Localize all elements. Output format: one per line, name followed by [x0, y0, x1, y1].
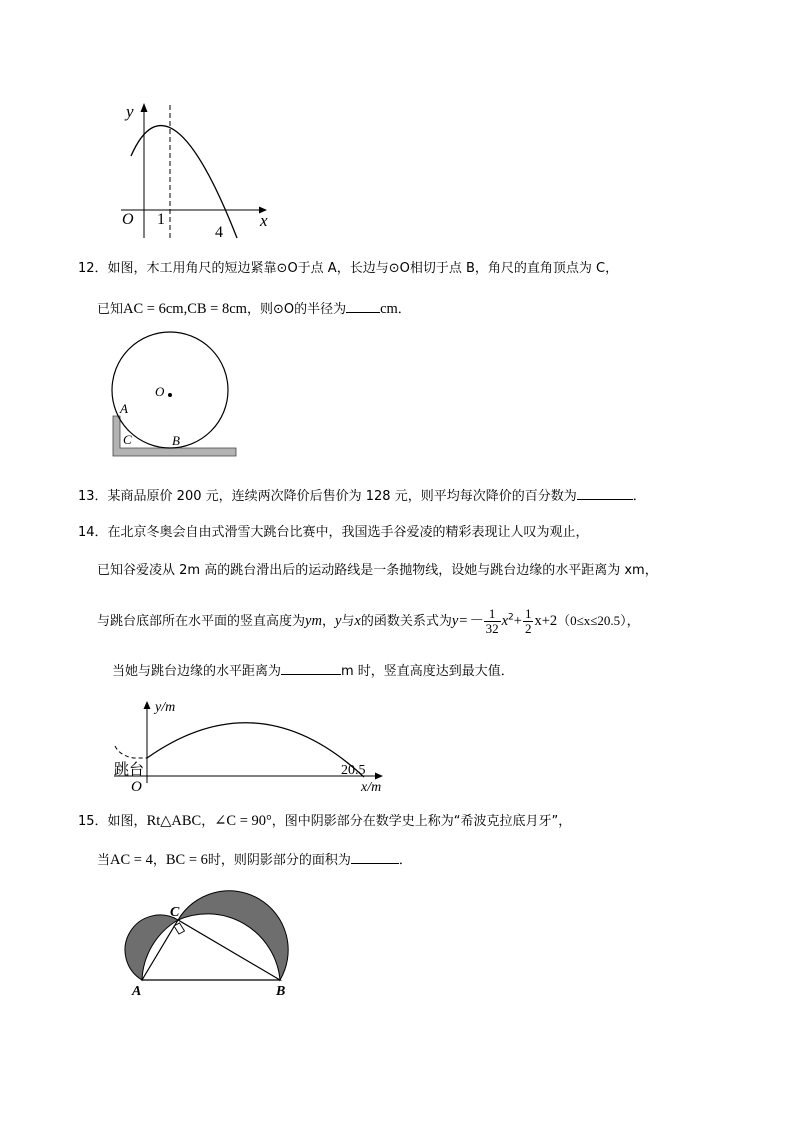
q14-text-1: ．在北京冬奥会自由式滑雪大跳台比赛中，我国选手谷爱凌的精彩表现让人叹为观止， — [94, 525, 589, 540]
tick-1-label: 1 — [157, 211, 165, 228]
q15-angle: ∠C = 90° — [214, 813, 272, 829]
q12-number: 12 — [78, 261, 95, 276]
q14-text-4a: 当她与跳台边缘的水平距离为 — [112, 664, 282, 679]
q14-y-var: y — [334, 613, 342, 629]
q14-fraction-1-32 — [484, 607, 501, 636]
frac2-num: 1 — [524, 606, 532, 621]
q14-eq-lhs: y=－ — [451, 613, 483, 629]
q15-comma-2: ， — [152, 853, 166, 868]
q15-text-2a: 当 — [97, 853, 111, 868]
label-b: B — [276, 984, 286, 999]
q15-rt: Rt△ABC — [146, 813, 202, 829]
label-a: A — [120, 401, 128, 416]
q14-number: 14 — [78, 525, 95, 540]
frac2-den: 2 — [524, 621, 532, 636]
parabola-curve — [131, 126, 237, 238]
q14-line1 — [78, 524, 589, 542]
frac1-den: 32 — [485, 621, 499, 636]
label-o: O — [155, 384, 165, 399]
q12-answer-blank[interactable] — [346, 299, 380, 313]
platform-slope-dashed — [115, 746, 147, 758]
q15-text-1b: ，图中阴影部分在数学史上称为“希波克拉底月牙”， — [271, 814, 572, 829]
q14-x2: x — [501, 613, 509, 629]
q14-sq: 2 — [508, 612, 514, 623]
q12-line2 — [97, 299, 411, 319]
platform-label: 跳台 — [114, 762, 145, 778]
lune-bc — [178, 891, 288, 980]
q13-number: 13 — [78, 489, 95, 504]
q15-line1 — [78, 812, 571, 831]
center-dot — [168, 393, 172, 397]
q14-line4 — [112, 661, 514, 681]
q14-text-4b: m 时，竖直高度达到最大值． — [341, 664, 514, 679]
q15-line2 — [97, 850, 412, 870]
q12-text-2a: 已知 — [97, 302, 124, 317]
q14-text-3a: 与跳台底部所在水平面的竖直高度为 — [97, 614, 306, 629]
q14-text-3c: 与 — [341, 614, 355, 629]
q14-text-2: 已知谷爱凌从 2m 高的跳台滑出后的运动路线是一条抛物线，设她与跳台边缘的水平距离为 xm， — [97, 563, 658, 578]
q15-ac: AC = 4 — [110, 852, 153, 868]
q15-bc: BC = 6 — [165, 852, 208, 868]
frac1-num: 1 — [488, 606, 496, 621]
end-value-label: 20.5 — [341, 763, 366, 778]
tick-4-label: 4 — [215, 224, 223, 241]
x-label: x — [260, 211, 268, 230]
q15-comma-1: ， — [201, 814, 215, 829]
q12-cb: CB = 8cm — [187, 301, 247, 317]
q14-line2 — [97, 562, 658, 580]
trajectory-curve — [147, 723, 364, 777]
q15-text-1a: ．如图， — [94, 814, 147, 829]
ski-jump-figure — [112, 695, 392, 795]
q12-ac: AC = 6cm — [123, 301, 184, 317]
hippocrates-lune-figure — [120, 885, 300, 1000]
q14-x-var: x — [354, 613, 361, 629]
carpenter-square-figure — [108, 332, 243, 462]
q15-answer-blank[interactable] — [351, 850, 399, 864]
q14-answer-blank[interactable] — [281, 661, 341, 675]
circle-o — [112, 332, 228, 448]
y-axis-label: y/m — [155, 700, 176, 715]
label-a: A — [132, 984, 142, 999]
right-angle-mark — [174, 923, 185, 934]
origin-label: O — [122, 211, 134, 228]
q15-end: ． — [398, 853, 412, 868]
label-c: C — [123, 432, 132, 447]
q12-sep: , — [183, 301, 188, 317]
q14-text-3d: 的函数关系式为 — [360, 614, 452, 629]
q13-end: ． — [632, 489, 646, 504]
q14-domain: （0≤x≤20.5）， — [557, 613, 640, 628]
q15-number: 15 — [78, 814, 95, 829]
q13-text: ．某商品原价 200 元，连续两次降价后售价为 128 元，则平均每次降价的百分数为 — [94, 489, 577, 504]
q13-answer-blank[interactable] — [577, 486, 633, 500]
label-c: C — [170, 905, 180, 920]
y-axis-arrow — [141, 103, 148, 112]
q13-line — [78, 486, 646, 506]
q12-text-1: ．如图，木工用角尺的短边紧靠⊙O于点 A，长边与⊙O相切于点 B，角尺的直角顶点为 C， — [94, 261, 619, 276]
label-b: B — [172, 433, 180, 448]
parabola-figure — [110, 95, 290, 245]
y-label: y — [126, 102, 134, 121]
origin-label: O — [131, 779, 142, 795]
q12-text-2b: ，则⊙O的半径为 — [246, 302, 347, 317]
x-axis-arrow — [375, 773, 383, 780]
x-axis-label: x/m — [361, 780, 382, 795]
q12-end: ． — [397, 302, 411, 317]
y-axis-arrow — [144, 701, 151, 709]
q14-x-term: x+2 — [534, 613, 558, 629]
q14-ym: ym — [305, 613, 322, 629]
q14-line3 — [97, 607, 640, 636]
q14-text-3b: ， — [321, 614, 335, 629]
lune-ac — [125, 915, 178, 980]
q14-fraction-1-2 — [523, 607, 534, 636]
q15-text-2b: 时，则阴影部分的面积为 — [207, 853, 351, 868]
q14-plus: + — [513, 613, 522, 629]
q12-line1 — [78, 260, 618, 278]
q12-unit: cm — [380, 301, 398, 317]
